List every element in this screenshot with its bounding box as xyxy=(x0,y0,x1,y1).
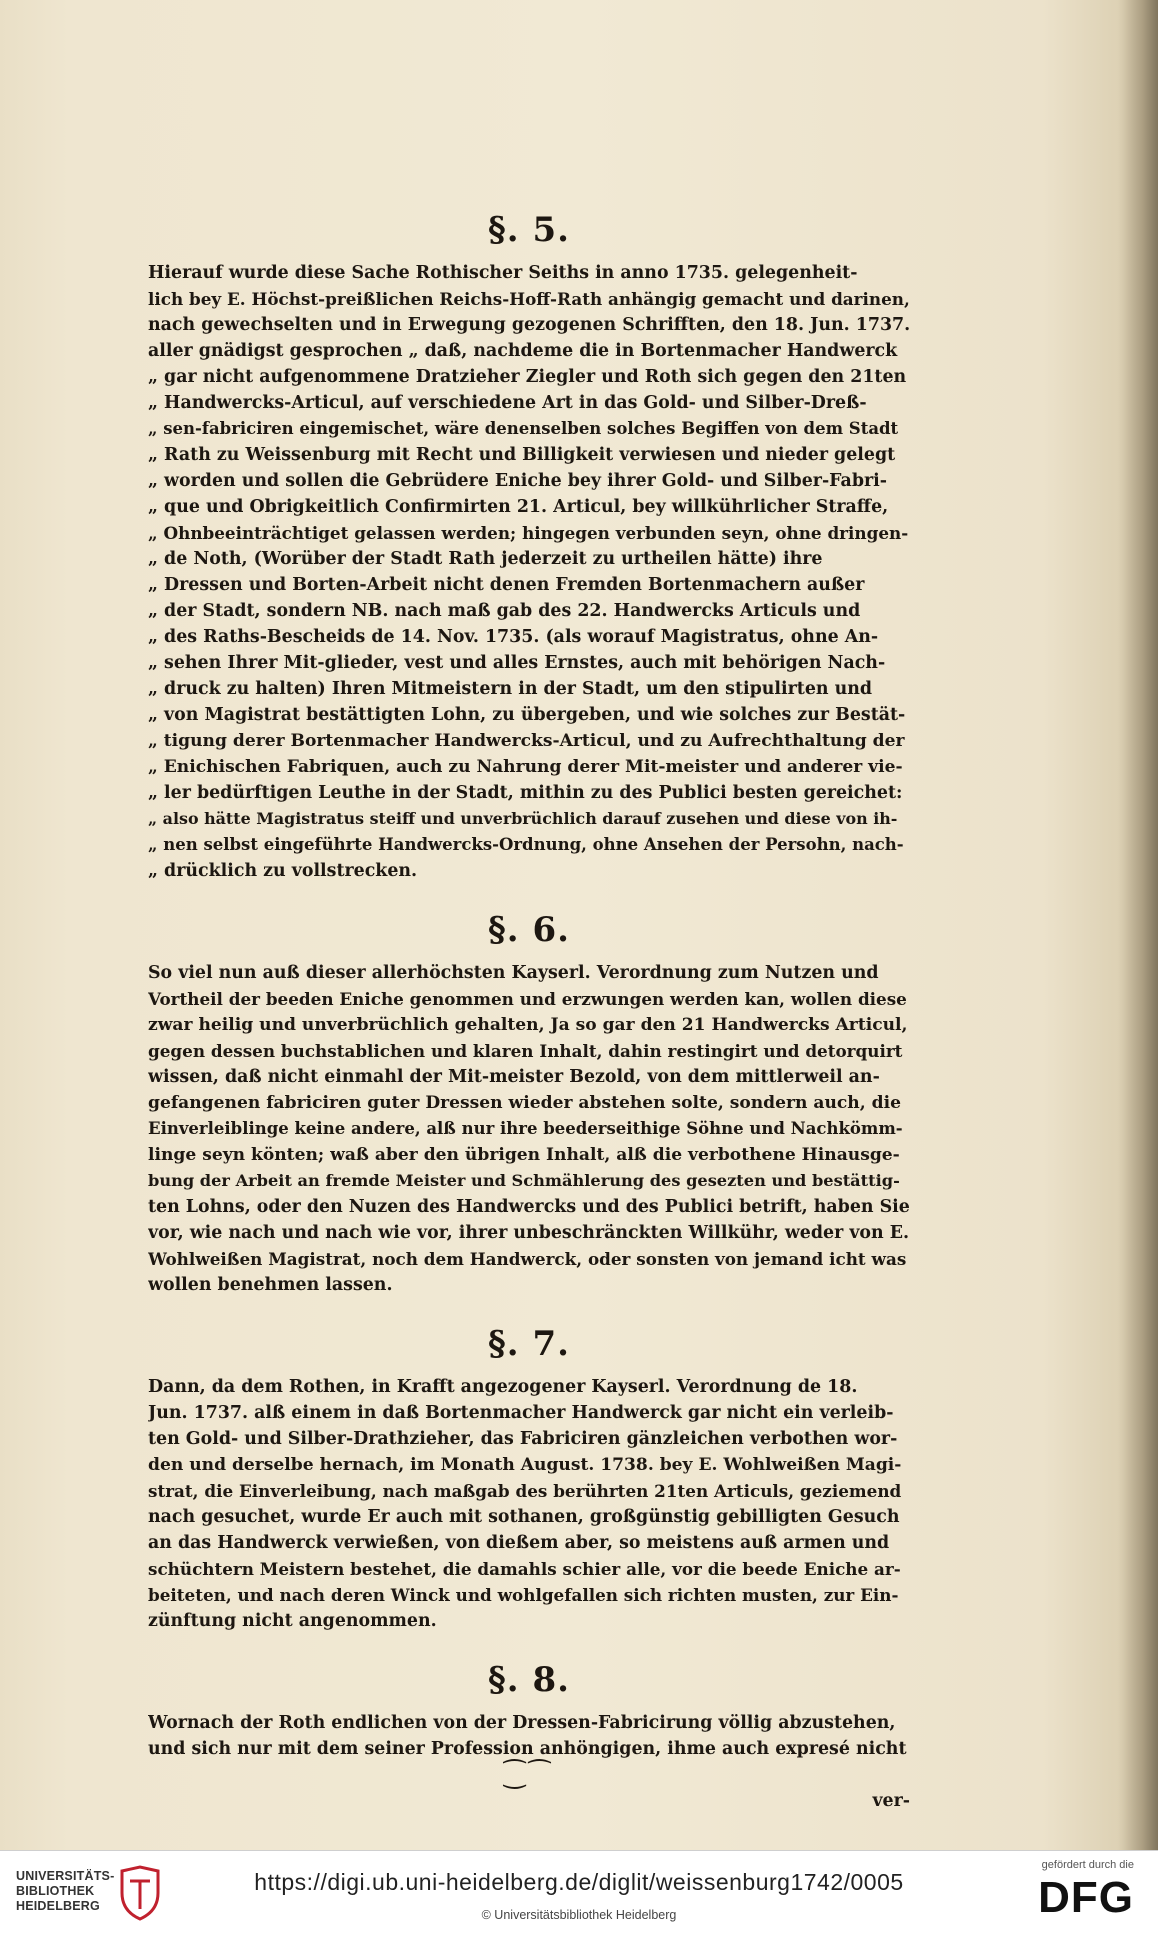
text-line: „ gar nicht aufgenommene Dratzieher Ziegler und Roth sich gegen den 21ten xyxy=(148,367,907,387)
text-line: nach gesuchet, wurde Er auch mit sothanen, großgünstig gebilligten Gesuch xyxy=(148,1507,900,1527)
text-line: ten Gold- und Silber-Drathzieher, das Fabriciren gänzleichen verbothen wor- xyxy=(148,1429,898,1449)
text-line: „ sehen Ihrer Mit-glieder, vest und alles Ernstes, auch mit behörigen Nach- xyxy=(148,653,886,673)
text-line: zwar heilig und unverbrüchlich gehalten, Ja so gar den 21 Handwercks Articul, xyxy=(148,1015,908,1035)
text-line: schüchtern Meistern bestehet, die damahls schier alle, vor die beede Eniche ar- xyxy=(148,1559,901,1579)
text-line: Vortheil der beeden Eniche genommen und erzwungen werden kan, wollen diese xyxy=(148,989,907,1009)
printer-ornament: ⁐⁀ xyxy=(504,1760,554,1790)
text-line: wissen, daß nicht einmahl der Mit-meister Bezold, von dem mittlerweil an- xyxy=(148,1067,880,1087)
text-line: bung der Arbeit an fremde Meister und Schmählerung des gesezten und bestättig- xyxy=(148,1171,900,1190)
catchword: ver- xyxy=(872,1791,910,1811)
text-line: „ worden und sollen die Gebrüdere Eniche bey ihrer Gold- und Silber-Fabri- xyxy=(148,471,887,491)
text-line: gegen dessen buchstablichen und klaren Inhalt, dahin restingirt und detorquirt xyxy=(148,1041,903,1061)
text-line: und sich nur mit dem seiner Profession anhöngigen, ihme auch expresé nicht xyxy=(148,1739,907,1759)
section-heading: §. 8. xyxy=(488,1660,570,1700)
text-line: „ Ohnbeeinträchtiget gelassen werden; hingegen verbunden seyn, ohne dringen- xyxy=(148,523,909,543)
text-line: Wohlweißen Magistrat, noch dem Handwerck, oder sonsten von jemand icht was xyxy=(148,1249,907,1269)
text-line: vor, wie nach und nach wie vor, ihrer unbeschränckten Willkühr, weder von E. xyxy=(148,1223,910,1243)
text-line: an das Handwerck verwießen, von dießem aber, so meistens auß armen und xyxy=(148,1533,890,1553)
text-line: Einverleiblinge keine andere, alß nur ihre beederseithige Söhne und Nachkömm- xyxy=(148,1119,903,1138)
text-line: „ Handwercks-Articul, auf verschiedene Art in das Gold- und Silber-Dreß- xyxy=(148,393,867,413)
section-8 xyxy=(148,1660,910,1814)
text-line: „ drücklich zu vollstrecken. xyxy=(148,861,418,881)
library-name-line: UNIVERSITÄTS- xyxy=(16,1869,115,1883)
section-paragraph xyxy=(148,1374,910,1634)
viewer-footer xyxy=(0,1850,1158,1936)
section-5 xyxy=(148,210,910,884)
text-line: linge seyn könten; waß aber den übrigen Inhalt, alß die verbothene Hinausge- xyxy=(148,1145,900,1165)
text-line: Wornach der Roth endlichen von der Dressen-Fabricirung völlig abzustehen, xyxy=(148,1713,896,1733)
text-line: „ druck zu halten) Ihren Mitmeistern in der Stadt, um den stipulirten und xyxy=(148,679,873,699)
text-line: wollen benehmen lassen. xyxy=(148,1275,393,1295)
text-line: „ des Raths-Bescheids de 14. Nov. 1735. (als worauf Magistratus, ohne An- xyxy=(148,627,879,647)
copyright-notice: © Universitätsbibliothek Heidelberg xyxy=(481,1908,677,1922)
text-line: Jun. 1737. alß einem in daß Bortenmacher Handwerck gar nicht ein verleib- xyxy=(148,1403,894,1423)
text-line: aller gnädigst gesprochen „ daß, nachdeme die in Bortenmacher Handwerck xyxy=(148,341,898,361)
section-heading: §. 5. xyxy=(488,210,570,250)
text-line: Dann, da dem Rothen, in Krafft angezogener Kayserl. Verordnung de 18. xyxy=(148,1377,858,1397)
library-name-line: HEIDELBERG xyxy=(16,1899,100,1913)
text-line: Hierauf wurde diese Sache Rothischer Seiths in anno 1735. gelegenheit- xyxy=(148,263,858,283)
section-paragraph xyxy=(148,1710,910,1762)
section-7 xyxy=(148,1324,910,1634)
text-line: „ also hätte Magistratus steiff und unverbrüchlich darauf zusehen und diese von ih- xyxy=(148,809,898,828)
text-line: zünftung nicht angenommen. xyxy=(148,1611,437,1631)
section-paragraph xyxy=(148,960,910,1298)
text-line: „ Enichischen Fabriquen, auch zu Nahrung derer Mit-meister und anderer vie- xyxy=(148,757,903,777)
text-line: „ nen selbst eingeführte Handwercks-Ordnung, ohne Ansehen der Persohn, nach- xyxy=(148,835,904,854)
text-line: „ der Stadt, sondern NB. nach maß gab des 22. Handwercks Articuls und xyxy=(148,601,861,621)
page-spine-shadow xyxy=(1118,0,1158,1850)
text-line: „ sen-fabriciren eingemischet, wäre denenselben solches Begiffen von dem Stadt xyxy=(148,419,899,438)
library-name-line: BIBLIOTHEK xyxy=(16,1884,95,1898)
section-6 xyxy=(148,910,910,1298)
text-line: „ que und Obrigkeitlich Confirmirten 21. Articul, bey willkührlicher Straffe, xyxy=(148,497,889,517)
section-heading: §. 6. xyxy=(488,910,570,950)
text-line: gefangenen fabriciren guter Dressen wieder abstehen solte, sondern auch, die xyxy=(148,1093,901,1113)
text-line: „ Dressen und Borten-Arbeit nicht denen Fremden Bortenmachern außer xyxy=(148,575,865,595)
text-line: „ tigung derer Bortenmacher Handwercks-Articul, und zu Aufrechthaltung der xyxy=(148,731,905,751)
text-line: „ ler bedürftigen Leuthe in der Stadt, mithin zu des Publici besten gereichet: xyxy=(148,783,903,803)
text-line: „ de Noth, (Worüber der Stadt Rath jederzeit zu urtheilen hätte) ihre xyxy=(148,549,823,569)
section-heading: §. 7. xyxy=(488,1324,570,1364)
funding-label: gefördert durch die xyxy=(1041,1859,1134,1871)
text-line: nach gewechselten und in Erwegung gezogenen Schrifften, den 18. Jun. 1737. xyxy=(148,315,910,335)
text-line: „ Rath zu Weissenburg mit Recht und Billigkeit verwiesen und nieder gelegt xyxy=(148,445,896,465)
dfg-logo: DFG xyxy=(1038,1873,1134,1922)
text-line: „ von Magistrat bestättigten Lohn, zu übergeben, und wie solches zur Bestät- xyxy=(148,705,906,725)
text-line: lich bey E. Höchst-preißlichen Reichs-Hoff-Rath anhängig gemacht und darinen, xyxy=(148,289,910,309)
document-body xyxy=(148,210,910,1814)
section-paragraph xyxy=(148,260,910,884)
text-line: strat, die Einverleibung, nach maßgab des berührten 21ten Articuls, geziemend xyxy=(148,1481,902,1501)
text-line: den und derselbe hernach, im Monath August. 1738. bey E. Wohlweißen Magi- xyxy=(148,1455,902,1475)
text-line: So viel nun auß dieser allerhöchsten Kayserl. Verordnung zum Nutzen und xyxy=(148,963,879,983)
permalink-url[interactable]: https://digi.ub.uni-heidelberg.de/diglit/weissenburg1742/0005 xyxy=(254,1869,904,1895)
text-line: beiteten, und nach deren Winck und wohlgefallen sich richten musten, zur Ein- xyxy=(148,1585,899,1605)
text-line: ten Lohns, oder den Nuzen des Handwercks und des Publici betrift, haben Sie xyxy=(148,1197,910,1217)
